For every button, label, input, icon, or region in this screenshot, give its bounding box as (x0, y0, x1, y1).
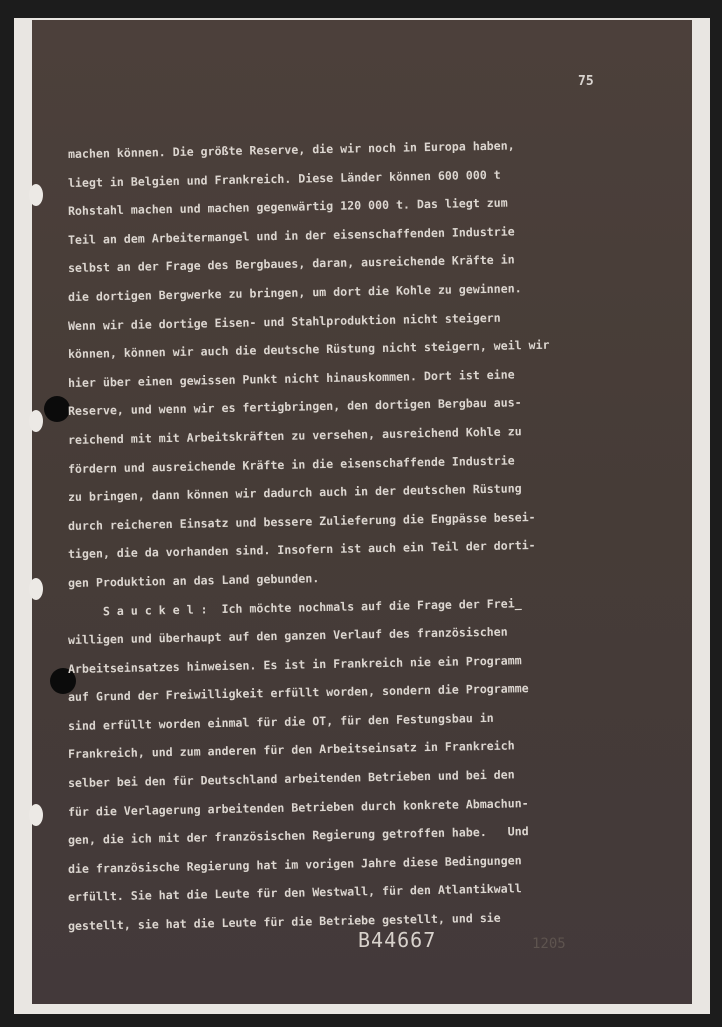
typed-text-body (68, 140, 638, 941)
document-stamp: B44667 (358, 928, 437, 952)
text-line: Arbeitseinsatzes hinweisen. Es ist in Frankreich nie ein Programm (67, 652, 522, 676)
text-line: fördern und ausreichende Kräfte in die eisenschaffende Industrie (67, 452, 515, 476)
text-line: gen, die ich mit der französischen Regierung getroffen habe. Und (67, 824, 529, 848)
text-line: für die Verlagerung arbeitenden Betrieben durch konkrete Abmachun- (67, 795, 529, 819)
text-line: gen Produktion an das Land gebunden. (67, 571, 320, 590)
edge-notch (29, 578, 43, 600)
page-number: 75 (578, 74, 594, 89)
text-line: Wenn wir die dortige Eisen- und Stahlproduktion nicht steigern (67, 310, 501, 333)
text-line: erfüllt. Sie hat die Leute für den Westwall, für den Atlantikwall (67, 881, 522, 905)
text-line: liegt in Belgien und Frankreich. Diese Länder können 600 000 t (67, 167, 501, 190)
text-line: willigen und überhaupt auf den ganzen Verlauf des französischen (67, 624, 508, 648)
text-line: tigen, die da vorhanden sind. Insofern ist auch ein Teil der dorti- (67, 538, 536, 562)
text-line: zu bringen, dann können wir dadurch auch in der deutschen Rüstung (67, 481, 522, 505)
text-line: selbst an der Frage des Bergbaues, daran, ausreichende Kräfte in (67, 252, 515, 276)
text-line: reichend mit mit Arbeitskräften zu versehen, ausreichend Kohle zu (67, 424, 522, 447)
text-line: durch reicheren Einsatz und bessere Zulieferung die Engpässe besei- (67, 509, 536, 533)
text-line: können, können wir auch die deutsche Rüstung nicht steigern, weil wir (67, 337, 550, 362)
text-line: S a u c k e l : Ich möchte nochmals auf die Frage der Frei_ (67, 595, 522, 619)
punch-hole-upper (44, 396, 70, 422)
text-line: hier über einen gewissen Punkt nicht hinauskommen. Dort ist eine (67, 367, 515, 390)
text-line: die dortigen Bergwerke zu bringen, um dort die Kohle zu gewinnen. (67, 281, 522, 304)
text-line: die französische Regierung hat im vorigen Jahre diese Bedingungen (67, 853, 522, 876)
text-line: auf Grund der Freiwilligkeit erfüllt worden, sondern die Programme (67, 681, 529, 705)
faint-archive-number: 1205 (532, 936, 566, 952)
text-line: Reserve, und wenn wir es fertigbringen, den dortigen Bergbau aus- (67, 395, 522, 419)
text-line: Teil an dem Arbeitermangel und in der eisenschaffenden Industrie (67, 224, 515, 247)
edge-notch (29, 410, 43, 432)
text-line: selber bei den für Deutschland arbeitenden Betrieben und bei den (67, 767, 515, 791)
text-line: Frankreich, und zum anderen für den Arbeitseinsatz in Frankreich (67, 738, 515, 762)
text-line: machen können. Die größte Reserve, die wir noch in Europa haben, (67, 138, 515, 161)
edge-notch (29, 804, 43, 826)
text-line: Rohstahl machen und machen gegenwärtig 120 000 t. Das liegt zum (67, 195, 508, 219)
text-line: sind erfüllt worden einmal für die OT, für den Festungsbau in (67, 710, 494, 733)
edge-notch (29, 184, 43, 206)
text-line: gestellt, sie hat die Leute für die Betriebe gestellt, und sie (67, 910, 501, 934)
